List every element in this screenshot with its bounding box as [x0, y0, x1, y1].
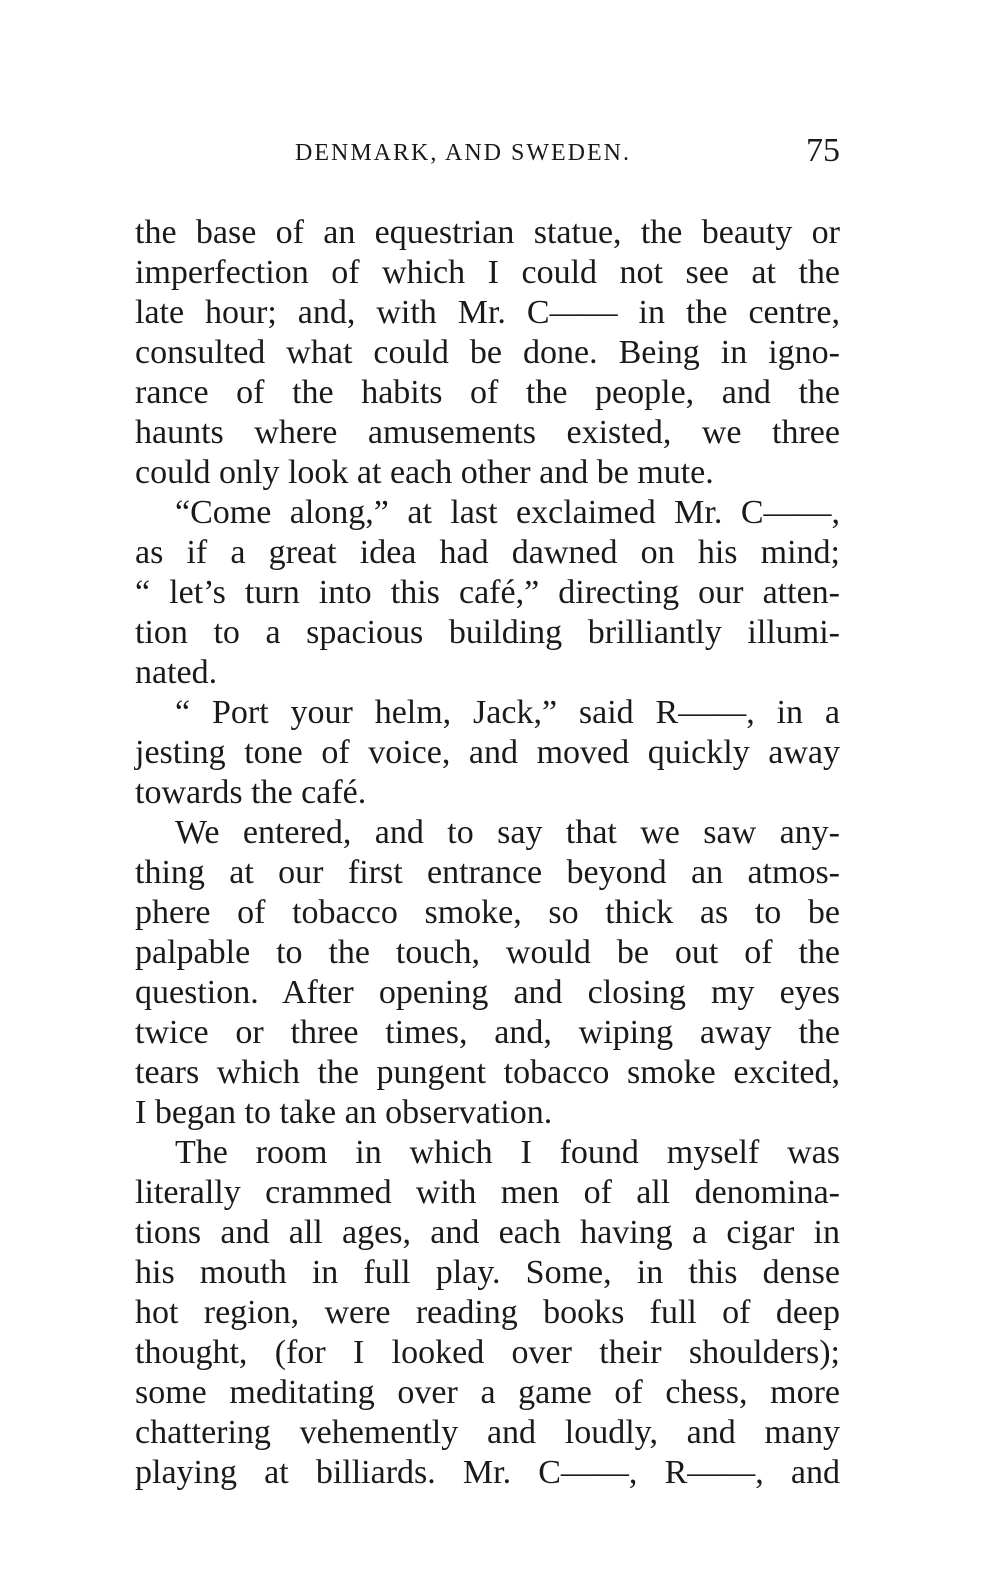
- text-line: some meditating over a game of chess, more: [135, 1374, 840, 1411]
- text-line: late hour; and, with Mr. C—— in the centre,: [135, 294, 840, 331]
- text-line: I began to take an observation.: [135, 1094, 553, 1131]
- text-line: phere of tobacco smoke, so thick as to be: [135, 894, 840, 931]
- text-line: as if a great idea had dawned on his mind;: [135, 534, 840, 571]
- text-line: The room in which I found myself was: [175, 1134, 840, 1171]
- text-line: his mouth in full play. Some, in this dense: [135, 1254, 840, 1291]
- text-line: tears which the pungent tobacco smoke excited,: [135, 1054, 840, 1091]
- text-line: rance of the habits of the people, and the: [135, 374, 840, 411]
- text-line: thought, (for I looked over their shoulders);: [135, 1334, 840, 1371]
- page-header: [135, 132, 840, 172]
- text-line: consulted what could be done. Being in igno-: [135, 334, 840, 371]
- text-line: “ Port your helm, Jack,” said R——, in a: [175, 694, 840, 731]
- body-text: [135, 213, 840, 1493]
- text-line: jesting tone of voice, and moved quickly away: [135, 734, 840, 771]
- text-line: towards the café.: [135, 774, 367, 811]
- text-line: the base of an equestrian statue, the beauty or: [135, 214, 840, 251]
- text-line: literally crammed with men of all denomina-: [135, 1174, 840, 1211]
- text-line: nated.: [135, 654, 218, 691]
- text-line: palpable to the touch, would be out of the: [135, 934, 840, 971]
- text-line: twice or three times, and, wiping away the: [135, 1014, 840, 1051]
- text-line: tions and all ages, and each having a cigar in: [135, 1214, 840, 1251]
- text-line: We entered, and to say that we saw any-: [175, 814, 840, 851]
- text-line: question. After opening and closing my eyes: [135, 974, 840, 1011]
- text-line: hot region, were reading books full of deep: [135, 1294, 840, 1331]
- text-line: playing at billiards. Mr. C——, R——, and: [135, 1454, 840, 1491]
- text-line: could only look at each other and be mute.: [135, 454, 714, 491]
- text-line: chattering vehemently and loudly, and many: [135, 1414, 840, 1451]
- page-number: 75: [806, 132, 840, 169]
- text-line: “Come along,” at last exclaimed Mr. C——,: [175, 494, 840, 531]
- running-head: DENMARK, AND SWEDEN.: [295, 140, 631, 166]
- text-line: tion to a spacious building brilliantly illumi-: [135, 614, 840, 651]
- text-line: “ let’s turn into this café,” directing our atten-: [135, 574, 840, 611]
- text-line: haunts where amusements existed, we three: [135, 414, 840, 451]
- text-line: thing at our first entrance beyond an atmos-: [135, 854, 840, 891]
- text-line: imperfection of which I could not see at the: [135, 254, 840, 291]
